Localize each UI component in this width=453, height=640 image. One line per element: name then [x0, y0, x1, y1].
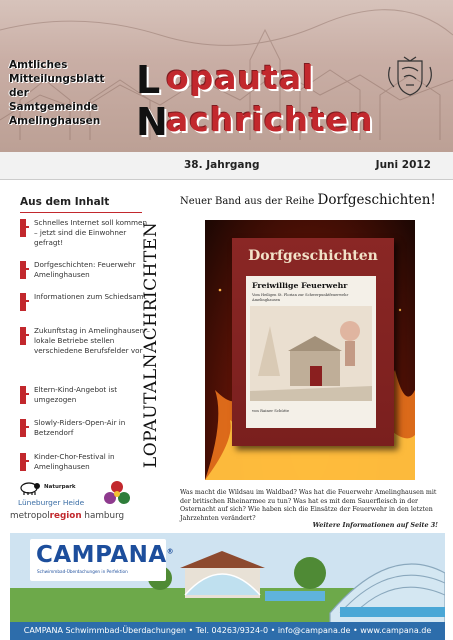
naturpark-label: Naturpark — [44, 484, 76, 490]
article-headline — [180, 192, 436, 208]
title-initial-n: N — [136, 100, 168, 144]
book-inner-panel — [246, 276, 376, 428]
red-marker-icon — [20, 219, 26, 237]
coat-of-arms-icon — [384, 55, 436, 99]
masthead — [0, 0, 453, 152]
red-marker-icon — [20, 293, 26, 311]
headline-emphasis: Dorfgeschichten! — [317, 192, 436, 208]
fire-station-collage-image — [250, 306, 372, 401]
toc-item-label: Zukunftstag in Amelinghausen – lokale Betriebe stellen verschiedene Berufsfelder vor — [34, 326, 150, 355]
registered-mark: ® — [166, 547, 175, 556]
book-author: von Rainer Schütte — [252, 408, 290, 413]
campana-brand — [36, 542, 174, 568]
book-cover-photo — [205, 220, 415, 480]
issuer-line: Samtgemeinde — [9, 101, 99, 113]
sheep-icon — [18, 480, 42, 496]
campana-brand-name: CAMPANA — [36, 542, 167, 568]
book-series-title: Dorfgeschichten — [248, 248, 378, 264]
toc-heading: Aus dem Inhalt — [20, 196, 110, 208]
issuer-line: Mitteilungsblatt — [9, 73, 105, 85]
campana-logo — [30, 539, 175, 581]
metropol-word: metropol — [10, 511, 50, 521]
article-body: Was macht die Wildsau im Waldbad? Was hat die Feuerwehr Amelinghausen mit der britischen Rheinarmee zu tun? Was hat es mit dem Sauerfleisch in der Osternacht auf sich? Wie haben sich die Einsätze der Feuerwehr in den letzten Jahrzehnten verändert? — [180, 489, 437, 522]
toc-item-label: Eltern-Kind-Angebot ist umgezogen — [34, 385, 118, 404]
vertical-title-banner — [138, 180, 164, 510]
dateline — [0, 152, 453, 180]
red-marker-icon — [20, 327, 26, 345]
toc-item-label: Informationen zum Schiedsamt — [34, 292, 147, 301]
heath-flower-icon — [102, 480, 132, 508]
continue-reference-link[interactable]: Weitere Informationen auf Seite 3! — [312, 521, 438, 529]
hamburg-word: hamburg — [81, 511, 125, 521]
region-word: region — [49, 511, 82, 521]
toc-item-label: Slowly-Riders-Open-Air in Betzendorf — [34, 418, 126, 437]
toc-item-label: Schnelles Internet soll kommen – jetzt sind die Einwohner gefragt! — [34, 218, 148, 247]
red-marker-icon — [20, 261, 26, 279]
issuer-line: Amtliches — [9, 59, 68, 71]
toc-divider — [20, 212, 142, 213]
book-cover — [232, 238, 394, 446]
headline-prefix: Neuer Band aus der Reihe — [180, 196, 318, 207]
title-word-opautal: opautal — [166, 58, 315, 97]
metropolregion-hamburg-logo — [10, 511, 124, 521]
title-word-achrichten: achrichten — [166, 100, 374, 139]
title-initial-l: L — [136, 58, 161, 102]
campana-advertisement[interactable] — [10, 533, 445, 640]
issue-month: Juni 2012 — [375, 159, 431, 171]
lueneburger-heide-label: Lüneburger Heide — [18, 498, 85, 507]
issuer-line: Amelinghausen — [9, 115, 101, 127]
red-marker-icon — [20, 386, 26, 404]
red-marker-icon — [20, 453, 26, 471]
vertical-title-text: LOPAUTALNACHRICHTEN — [141, 221, 161, 469]
volume-year: 38. Jahrgang — [184, 159, 260, 171]
toc-item-label: Dorfgeschichten: Feuerwehr Amelinghausen — [34, 260, 136, 279]
campana-contact-bar[interactable]: CAMPANA Schwimmbad-Überdachungen • Tel. 04263/9324-0 • info@campana.de • www.campana.de — [10, 622, 445, 640]
issuer-block — [9, 58, 149, 128]
toc-item-label: Kinder-Chor-Festival in Amelinghausen — [34, 452, 115, 471]
book-volume-title: Freiwillige Feuerwehr — [252, 281, 348, 290]
book-volume-subtitle: Vom Heiligen St. Florian zur Schwerpunktfeuerwehr Amelinghausen — [252, 293, 349, 302]
issuer-line: der — [9, 87, 29, 99]
campana-tagline: Schwimmbad-Überdachungen in Perfektion — [37, 569, 128, 574]
red-marker-icon — [20, 419, 26, 437]
lead-article — [170, 180, 450, 540]
